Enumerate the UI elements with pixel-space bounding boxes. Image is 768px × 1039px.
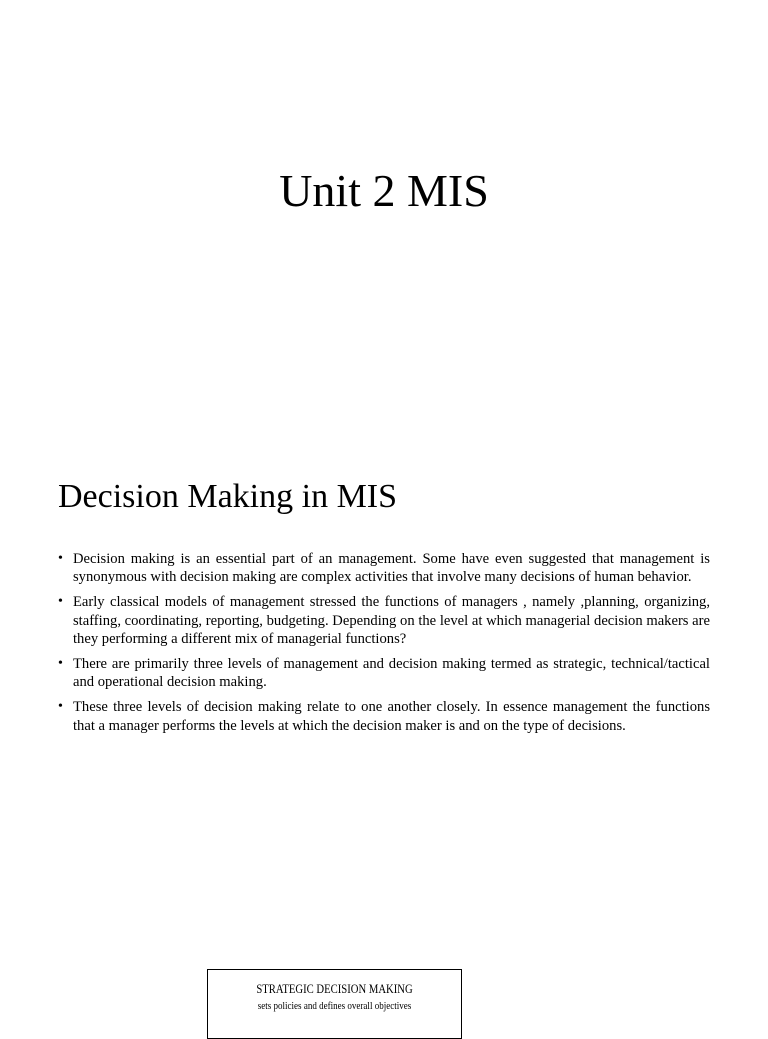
slide-title: Unit 2 MIS (279, 165, 489, 216)
bullet-icon: • (58, 656, 63, 672)
bullet-icon: • (58, 551, 63, 566)
bullet-list (58, 550, 710, 742)
bullet-text: Early classical models of management stressed the functions of managers , namely ,planning, organizing, staffing, coordinating, reporting, budgeting. Depending on the level at which managerial decision makers are they performing a different mix of managerial functions? (73, 594, 710, 647)
diagram-box-heading: STRATEGIC DECISION MAKING (256, 981, 413, 996)
bullet-text: There are primarily three levels of management and decision making termed as strategic, technical/tactical and operational decision making. (73, 656, 710, 691)
bullet-item (58, 655, 710, 691)
bullet-item (58, 550, 710, 586)
diagram-box-subtext: sets policies and defines overall objectives (257, 1000, 412, 1012)
bullet-icon: • (58, 699, 63, 715)
strategic-decision-box (207, 969, 462, 1039)
bullet-item (58, 593, 710, 648)
section-heading: Decision Making in MIS (58, 478, 398, 515)
bullet-icon: • (58, 594, 63, 610)
bullet-text: Decision making is an essential part of an management. Some have even suggested that management is synonymous with decision making are complex activities that involve many decisions of human behavior. (73, 551, 710, 586)
bullet-item (58, 698, 710, 734)
bullet-text: These three levels of decision making relate to one another closely. In essence management the functions that a manager performs the levels at which the decision maker is and on the type of decisions. (73, 699, 710, 734)
